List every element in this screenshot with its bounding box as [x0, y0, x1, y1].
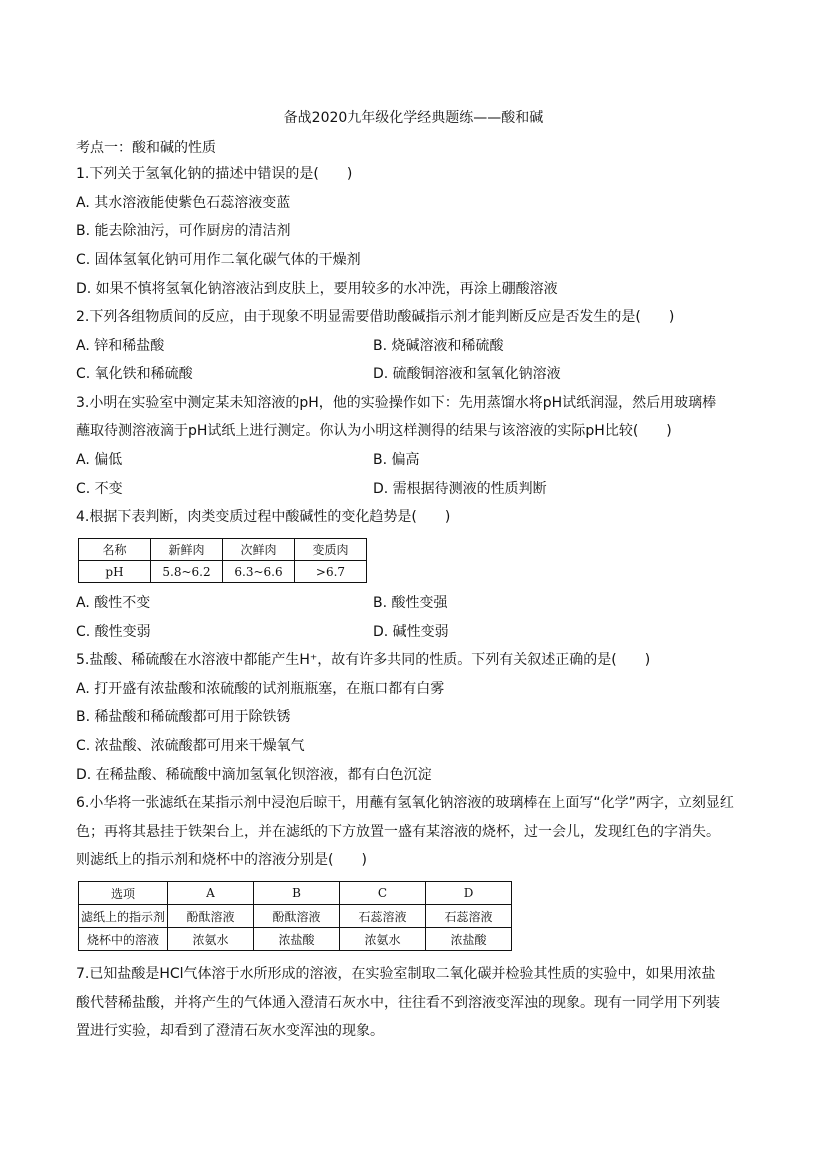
indicator-table — [78, 881, 512, 951]
question-3-option-c: C. 不变 — [76, 481, 123, 497]
question-1-option-c: C. 固体氢氧化钠可用作二氧化碳气体的干燥剂 — [76, 252, 361, 268]
table-cell: 石蕊溶液 — [426, 905, 512, 928]
question-4-option-a: A. 酸性不变 — [76, 595, 151, 611]
question-3-stem-line1: 3.小明在实验室中测定某未知溶液的pH，他的实验操作如下：先用蒸馏水将pH试纸润湿，然后用玻璃棒 — [76, 395, 717, 411]
page-title: 备战2020九年级化学经典题练——酸和碱 — [283, 110, 544, 126]
section-heading: 考点一：酸和碱的性质 — [76, 140, 216, 156]
question-3-option-b: B. 偏高 — [373, 452, 420, 468]
question-4-option-d: D. 碱性变弱 — [373, 624, 449, 640]
question-6-stem-line1: 6.小华将一张滤纸在某指示剂中浸泡后晾干，用蘸有氢氧化钠溶液的玻璃棒在上面写“化学”两字，立刻显红 — [76, 795, 734, 811]
question-2-option-c: C. 氧化铁和稀硫酸 — [76, 366, 193, 382]
table-cell: 次鲜肉 — [223, 539, 295, 561]
question-6-stem-line3: 则滤纸上的指示剂和烧杯中的溶液分别是( ) — [76, 852, 367, 868]
table-cell: 选项 — [79, 882, 168, 905]
table-cell: 新鲜肉 — [151, 539, 223, 561]
question-2-stem: 2.下列各组物质间的反应，由于现象不明显需要借助酸碱指示剂才能判断反应是否发生的是( ) — [76, 309, 675, 325]
question-5-option-d: D. 在稀盐酸、稀硫酸中滴加氢氧化钡溶液，都有白色沉淀 — [76, 767, 432, 783]
question-6-stem-line2: 色；再将其悬挂于铁架台上，并在滤纸的下方放置一盛有某溶液的烧杯，过一会儿，发现红色的字消失。 — [76, 824, 720, 840]
table-cell: 5.8~6.2 — [151, 561, 223, 583]
question-3-stem-line2: 蘸取待测溶液滴于pH试纸上进行测定。你认为小明这样测得的结果与该溶液的实际pH比较( ) — [76, 423, 672, 439]
table-row — [79, 928, 512, 951]
question-7-stem-line1: 7.已知盐酸是HCl气体溶于水所形成的溶液，在实验室制取二氧化碳并检验其性质的实验中，如果用浓盐 — [76, 966, 716, 982]
table-cell: 浓氨水 — [168, 928, 254, 951]
question-5-stem: 5.盐酸、稀硫酸在水溶液中都能产生H⁺，故有许多共同的性质。下列有关叙述正确的是( ) — [76, 652, 651, 668]
table-cell: 名称 — [79, 539, 151, 561]
question-5-option-c: C. 浓盐酸、浓硫酸都可用来干燥氧气 — [76, 738, 305, 754]
question-4-stem: 4.根据下表判断，肉类变质过程中酸碱性的变化趋势是( ) — [76, 509, 451, 525]
table-cell: 浓氨水 — [340, 928, 426, 951]
table-cell: 烧杯中的溶液 — [79, 928, 168, 951]
meat-ph-table — [78, 538, 367, 583]
table-row — [79, 561, 367, 583]
question-3-option-a: A. 偏低 — [76, 452, 123, 468]
table-cell: 浓盐酸 — [426, 928, 512, 951]
table-header-row — [79, 882, 512, 905]
question-2-option-a: A. 锌和稀盐酸 — [76, 338, 165, 354]
question-1-option-b: B. 能去除油污，可作厨房的清洁剂 — [76, 223, 291, 239]
table-cell: 酚酞溶液 — [168, 905, 254, 928]
table-row — [79, 905, 512, 928]
question-3-option-d: D. 需根据待测液的性质判断 — [373, 481, 547, 497]
table-cell: >6.7 — [295, 561, 367, 583]
table-cell: 酚酞溶液 — [254, 905, 340, 928]
question-7-stem-line2: 酸代替稀盐酸，并将产生的气体通入澄清石灰水中，往往看不到溶液变浑浊的现象。现有一同学用下列装 — [76, 995, 720, 1011]
question-4-option-c: C. 酸性变弱 — [76, 624, 151, 640]
table-cell: 石蕊溶液 — [340, 905, 426, 928]
table-cell: 滤纸上的指示剂 — [79, 905, 168, 928]
question-7-stem-line3: 置进行实验，却看到了澄清石灰水变浑浊的现象。 — [76, 1023, 384, 1039]
table-header-row — [79, 539, 367, 561]
question-1-option-a: A. 其水溶液能使紫色石蕊溶液变蓝 — [76, 195, 291, 211]
question-5-option-a: A. 打开盛有浓盐酸和浓硫酸的试剂瓶瓶塞，在瓶口都有白雾 — [76, 681, 445, 697]
question-4-option-b: B. 酸性变强 — [373, 595, 448, 611]
table-cell: D — [426, 882, 512, 905]
table-cell: C — [340, 882, 426, 905]
question-1-option-d: D. 如果不慎将氢氧化钠溶液沾到皮肤上，要用较多的水冲洗，再涂上硼酸溶液 — [76, 281, 558, 297]
table-cell: 变质肉 — [295, 539, 367, 561]
table-cell: 浓盐酸 — [254, 928, 340, 951]
question-2-option-b: B. 烧碱溶液和稀硫酸 — [373, 338, 504, 354]
question-1-stem: 1.下列关于氢氧化钠的描述中错误的是( ) — [76, 166, 353, 182]
table-cell: 6.3~6.6 — [223, 561, 295, 583]
question-2-option-d: D. 硫酸铜溶液和氢氧化钠溶液 — [373, 366, 561, 382]
table-cell: B — [254, 882, 340, 905]
table-cell: A — [168, 882, 254, 905]
question-5-option-b: B. 稀盐酸和稀硫酸都可用于除铁锈 — [76, 709, 291, 725]
table-cell: pH — [79, 561, 151, 583]
